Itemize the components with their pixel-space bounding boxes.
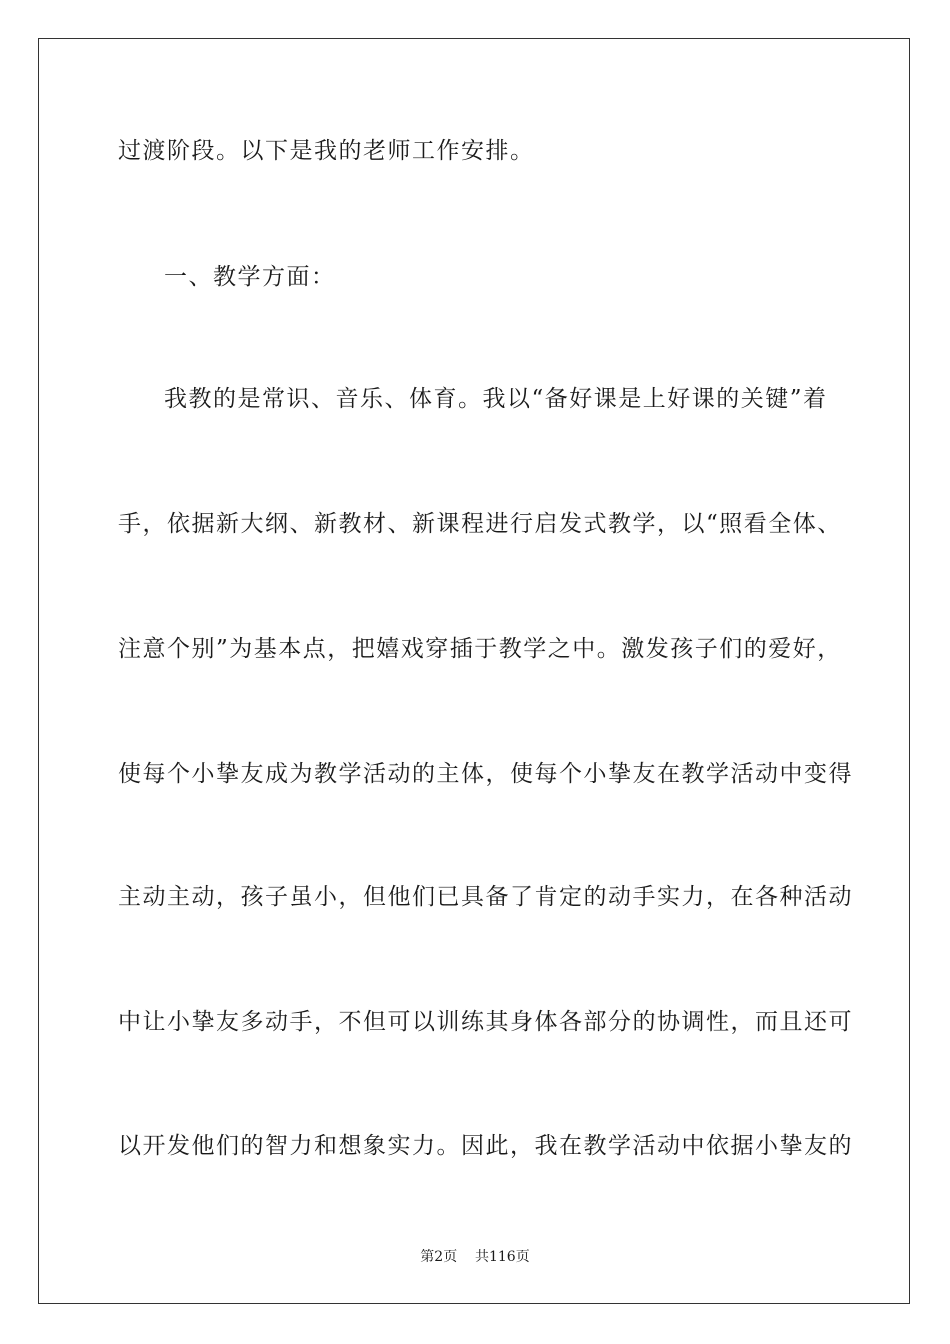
body-line-6: 使每个小挚友成为教学活动的主体，使每个小挚友在教学活动中变得 bbox=[118, 761, 853, 787]
page-number-footer: 第2页 共116页 bbox=[420, 1249, 530, 1265]
body-line-1: 过渡阶段。以下是我的老师工作安排。 bbox=[118, 138, 535, 164]
body-line-8: 中让小挚友多动手，不但可以训练其身体各部分的协调性，而且还可 bbox=[118, 1009, 853, 1035]
body-line-4: 手，依据新大纲、新教材、新课程进行启发式教学，以“照看全体、 bbox=[118, 511, 842, 537]
page-border bbox=[38, 38, 910, 1304]
body-line-9: 以开发他们的智力和想象实力。因此，我在教学活动中依据小挚友的 bbox=[118, 1133, 853, 1159]
body-line-3: 我教的是常识、音乐、体育。我以“备好课是上好课的关键”着 bbox=[164, 386, 828, 412]
body-line-7: 主动主动，孩子虽小，但他们已具备了肯定的动手实力，在各种活动 bbox=[118, 884, 853, 910]
body-line-5: 注意个别”为基本点，把嬉戏穿插于教学之中。激发孩子们的爱好， bbox=[118, 636, 842, 662]
section-heading-teaching: 一、教学方面： bbox=[164, 264, 336, 290]
